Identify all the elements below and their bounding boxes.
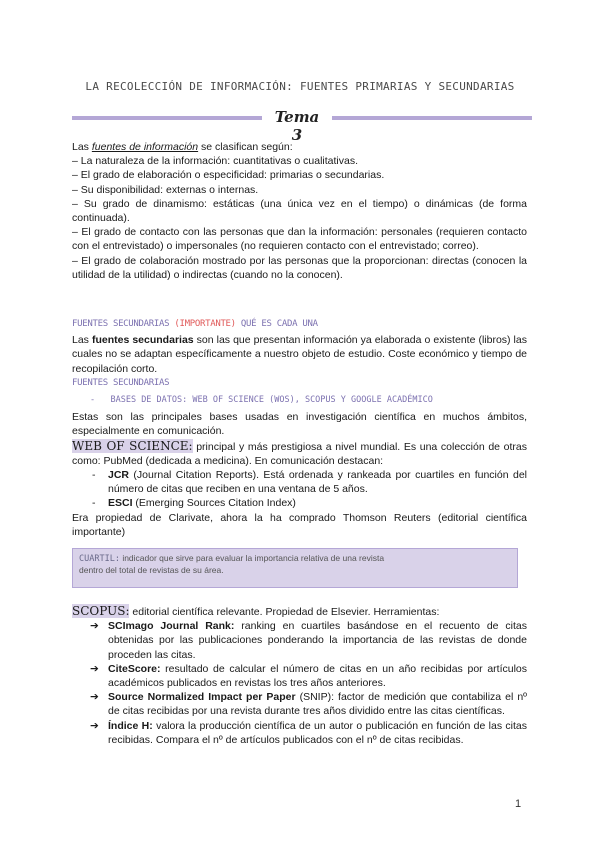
list-item [72,690,527,718]
cuartil-note-box [72,548,518,588]
list-item [72,496,527,510]
secundarias-section [72,317,527,539]
list-item-bold: Source Normalized Impact per Paper [108,691,296,704]
intro-item: – El grado de colaboración mostrado por las personas que la proporcionan: directas (conocen la utilidad de la utilidad) o indirectas (cuando no la conocen). [72,254,527,281]
cuartil-note [79,553,399,576]
wos-paragraph [72,439,527,468]
intro-item: – Su grado de dinamismo: estáticas (una única vez en el tiempo) o dinámicas (de forma continuada). [72,197,527,225]
list-item-bold: Índice H: [108,719,153,732]
arrow-icon: ➔ [90,719,99,732]
wos-list [72,468,527,511]
list-item-bold: CiteScore: [108,662,161,675]
subhead-label: BASES DE DATOS: WEB OF SCIENCE (WOS), SCOPUS Y GOOGLE ACADÉMICO [110,395,433,406]
document-title: LA RECOLECCIÓN DE INFORMACIÓN: FUENTES PRIMARIAS Y SECUNDARIAS [85,80,515,93]
subhead-dash: - [90,395,96,406]
scopus-list [72,619,527,747]
list-item-bold: SCImago Journal Rank: [108,620,235,633]
page-number: 1 [515,798,522,810]
list-item-bold: JCR [108,469,130,482]
list-item-text: resultado de calcular el número de citas en un año recibidas por artículos académicos publicados en revistas los tres años anteriores. [108,662,527,690]
list-item-bold: ESCI [108,497,133,510]
section-label-secundarias-2: FUENTES SECUNDARIAS [72,377,170,388]
def-suffix: son las que presentan información ya elaborada o existente (libros) las cuales no se adaptan específicamente a nuestro objeto de estudio. Coste económico y tiempo de recopilación corto. [72,334,527,375]
intro-item: – La naturaleza de la información: cuantitativas o cualitativas. [72,155,358,168]
list-marker: - [92,469,96,482]
list-item-text: ranking en cuartiles basándose en el recuento de citas obtenidas por las publicaciones ponderando la importancia de las revistas de donde proceden las citas. [108,620,527,661]
def-bold: fuentes secundarias [91,334,194,347]
scopus-heading: SCOPUS: [72,604,130,618]
intro-lead-suffix: se clasifican según: [198,141,293,153]
list-item-text: (SNIP): factor de medición que contabiliza el nº de citas recibidas por una revista durante tres años dividido entre las citas científicas. [108,691,527,718]
scopus-paragraph [72,604,527,619]
tema-heading [72,108,532,144]
intro-section [72,140,527,282]
list-item-text: (Emerging Sources Citation Index) [132,497,296,510]
list-item-text: (Journal Citation Reports). Está ordenada y rankeada por cuartiles en función del número de citas que reciben en una ventana de 5 años. [108,469,527,496]
intro-lead [72,140,527,154]
label-part: FUENTES SECUNDARIAS [72,319,175,329]
divider-right [332,116,532,120]
tema-label: Tema 3 [274,108,320,144]
list-item [72,719,527,747]
arrow-icon: ➔ [90,662,99,675]
label-important: (IMPORTANTE) [174,319,236,329]
wos-text: principal y más prestigiosa a nivel mundial. Es una colección de otras como: PubMed (dedicada a medicina). En comunicación destacan: [72,440,527,467]
section-label-secundarias [72,317,527,331]
fuentes-link[interactable]: fuentes de información [91,141,199,153]
divider-left [72,116,262,120]
arrow-icon: ➔ [90,620,99,633]
list-item [72,468,527,496]
bases-text: Estas son las principales bases usadas en investigación científica en muchos ámbitos, especialmente en comunicación. [72,411,527,438]
list-marker: - [92,497,96,510]
intro-item: – El grado de contacto con las personas que dan la información: personales (requieren contacto con el entrevistado) o impersonales (no requieren contacto con el entrevistado; correo). [72,226,527,253]
secundarias-definition [72,333,527,376]
list-item [72,619,527,662]
intro-item: – El grado de elaboración o especificidad: primarias o secundarias. [72,169,385,182]
cuartil-tag: CUARTIL: [79,554,120,564]
subhead-bases [72,393,527,407]
wos-after: Era propiedad de Clarivate, ahora la ha comprado Thomson Reuters (editorial científica importante) [72,511,527,538]
list-item [72,662,527,690]
scopus-text: editorial científica relevante. Propiedad de Elsevier. Herramientas: [129,606,440,618]
arrow-icon: ➔ [90,691,99,704]
list-item-text: valora la producción científica de un autor o publicación en función de las citas recibidas. Compara el nº de artículos publicados con el nº de citas recibidas. [108,719,527,746]
scopus-section [72,604,527,747]
intro-lead-prefix: Las [72,141,92,153]
intro-item: – Su disponibilidad: externas o internas. [72,183,259,196]
def-prefix: Las [72,334,92,347]
cuartil-text: indicador que sirve para evaluar la importancia relativa de una revista dentro del total de revistas de su área. [79,553,385,575]
wos-heading: WEB OF SCIENCE: [72,438,193,453]
label-part: QUÉ ES CADA UNA [235,319,318,329]
